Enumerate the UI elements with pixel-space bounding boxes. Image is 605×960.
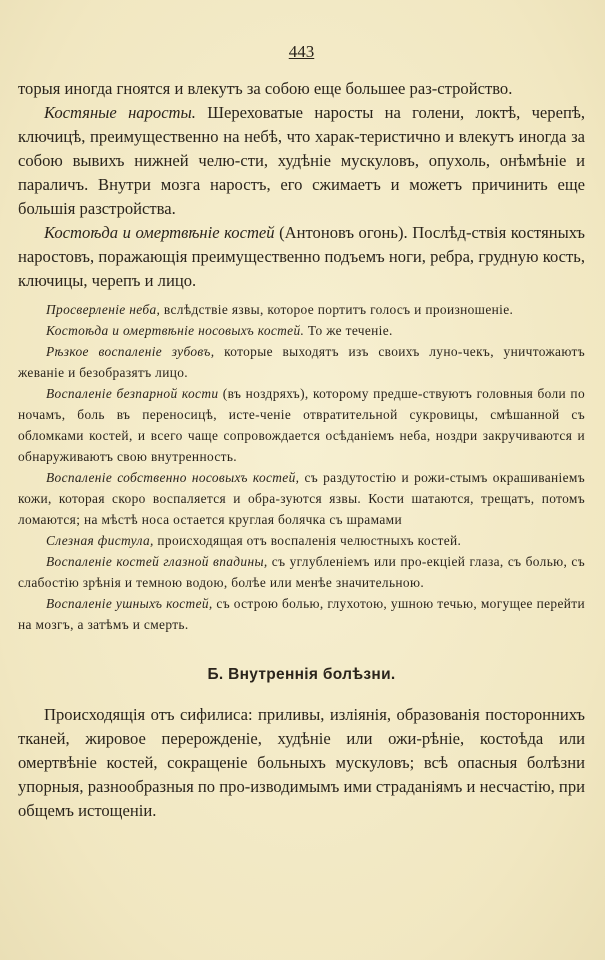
small-text: съ раздутостію и рожи-стымъ окрашиваніемъ кожи, которая скоро воспаляется и обра-зуются язвы. Кости шатаются, трещатъ, потомъ ломаются; на мѣстѣ носа остается круглая болячка съ шрамами [18, 470, 585, 527]
page-number: 443 [288, 42, 315, 61]
term-caries-necrosis: Костоѣда и омертвѣніе костей [44, 223, 275, 242]
small-paragraph [18, 551, 585, 593]
small-term: Воспаленіе ушныхъ костей, [46, 596, 213, 611]
small-paragraph [18, 341, 585, 383]
small-paragraph [18, 299, 585, 320]
section-heading: Б. Внутреннія болѣзни. [207, 666, 396, 683]
small-text: съ углубленіемъ или про-екціей глаза, съ болью, съ слабостію зрѣнія и темною водою, болѣе или менѣе значительною. [18, 554, 585, 590]
small-paragraph [18, 320, 585, 341]
continuation-paragraph: торыя иногда гноятся и влекутъ за собою еще большее раз-стройство. [18, 79, 513, 98]
text-caries-necrosis: (Антоновъ огонь). Послѣд-ствія костяныхъ наростовъ, поражающія преимущественно подъемъ ноги, ребра, грудную кость, ключицы, черепъ и лицо. [18, 223, 585, 290]
small-term: Воспаленіе собственно носовыхъ костей, [46, 470, 300, 485]
small-text: которые выходятъ изъ своихъ луно-чекъ, уничтожаютъ жеваніе и безобразятъ лицо. [18, 344, 585, 380]
small-text: происходящая отъ воспаленія челюстныхъ костей. [153, 533, 462, 548]
text-bony-growths: Шереховатые наросты на голени, локтѣ, черепѣ, ключицѣ, преимущественно на небѣ, что харак-теристично и влекутъ иногда за собою вывихъ нижней челю-сти, худѣніе мускуловъ, опухоль, онѣмѣніе и параличъ. Внутри мозга наростъ, его сжимаетъ и можетъ причинить еще большія разстройства. [18, 103, 586, 218]
small-paragraph [18, 467, 585, 530]
paragraph-bony-growths [18, 101, 585, 221]
small-text: вслѣдствіе язвы, которое портитъ голосъ и произношеніе. [160, 302, 514, 317]
section-closing [18, 703, 585, 823]
closing-paragraph: Происходящія отъ сифилиса: приливы, изліянія, образованія постороннихъ тканей, жировое перерожденіе, худѣніе или ожи-рѣніе, костоѣда или омертвѣніе костей, сокращеніе больныхъ мускуловъ; всѣ опасныя болѣзни упорныя, разнообразныя по про-изводимымъ ими страданіямъ и несчастію, при общемъ истощеніи. [18, 705, 585, 820]
small-paragraph [18, 530, 585, 551]
small-text: съ острою болью, глухотою, ушною течью, могущее перейти на мозгъ, а затѣмъ и смерть. [18, 596, 586, 632]
small-paragraph [18, 383, 585, 467]
small-term: Просверленіе неба, [46, 302, 161, 317]
small-term: Слезная фистула, [46, 533, 154, 548]
paragraph-caries-necrosis [18, 221, 585, 293]
small-term: Костоѣда и омертвѣніе носовыхъ костей. [46, 323, 305, 338]
small-text: То же теченіе. [304, 323, 393, 338]
small-text: (въ ноздряхъ), которому предше-ствуютъ головныя боли по ночамъ, боль въ переносицѣ, исте-ченіе отвратительной сукровицы, смѣшанной съ обломками костей, и всего чаще сопровождается осѣданіемъ неба, ноздри закручиваются и обнаруживаютъ свою внутренность. [18, 386, 585, 464]
small-term: Воспаленіе безпарной кости [46, 386, 219, 401]
small-term: Воспаленіе костей глазной впадины, [46, 554, 268, 569]
small-paragraph [18, 593, 585, 635]
term-bony-growths: Костяные наросты. [44, 103, 196, 122]
section-large-text [18, 77, 585, 293]
small-term: Рѣзкое воспаленіе зубовъ, [46, 344, 215, 359]
section-small-text [18, 299, 585, 635]
